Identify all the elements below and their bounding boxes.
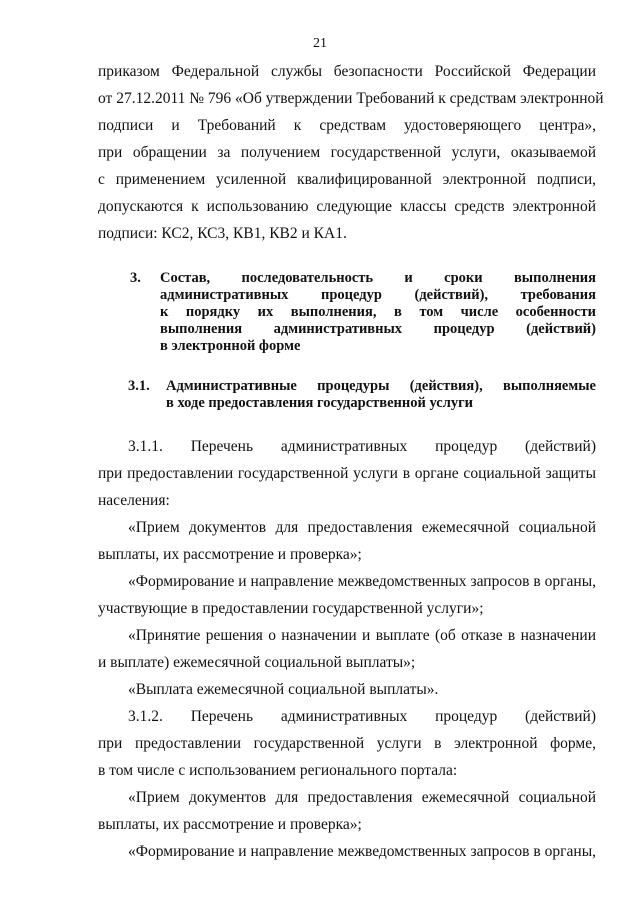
subsection-title-line: в ходе предоставления государственной услуги — [166, 395, 474, 411]
text-line: при предоставлении государственной услуги в электронной форме, — [98, 735, 596, 752]
text-line: от 27.12.2011 № 796 «Об утверждении Требований к средствам электронной — [98, 90, 604, 107]
text-line: населения: — [98, 492, 170, 509]
list-item-line: и выплате) ежемесячной социальной выплаты»; — [98, 654, 416, 671]
text-line: допускаются к использованию следующие классы средств электронной — [98, 198, 596, 215]
text-line: 3.1.2. Перечень административных процедур (действий) — [128, 708, 596, 725]
list-item-line: «Формирование и направление межведомственных запросов в органы, — [128, 573, 596, 590]
section-title-line: Состав, последовательность и сроки выполнения — [160, 270, 596, 286]
list-item-line: участвующие в предоставлении государственной услуги»; — [98, 600, 484, 617]
text-line: 3.1.1. Перечень административных процедур (действий) — [128, 438, 596, 455]
section-title-line: к порядку их выполнения, в том числе особенности — [160, 304, 596, 320]
text-line: при предоставлении государственной услуги в органе социальной защиты — [98, 465, 596, 482]
subsection-title-line: Административные процедуры (действия), выполняемые — [166, 378, 596, 394]
page-number: 21 — [313, 36, 327, 51]
list-item-line: «Принятие решения о назначении и выплате (об отказе в назначении — [128, 627, 596, 644]
section-title-line: административных процедур (действий), требования — [160, 287, 596, 303]
text-line: с применением усиленной квалифицированной электронной подписи, — [98, 171, 596, 188]
text-line: приказом Федеральной службы безопасности Российской Федерации — [98, 63, 596, 80]
list-item-line: «Прием документов для предоставления ежемесячной социальной — [128, 789, 596, 806]
list-item-line: «Прием документов для предоставления ежемесячной социальной — [128, 519, 596, 536]
section-title-line: в электронной форме — [160, 338, 301, 354]
list-item-line: выплаты, их рассмотрение и проверка»; — [98, 546, 362, 563]
list-item-line: «Формирование и направление межведомственных запросов в органы, — [128, 843, 596, 860]
text-line: подписи: КС2, КС3, КВ1, КВ2 и КА1. — [98, 225, 347, 242]
text-line: в том числе с использованием регионального портала: — [98, 762, 458, 779]
text-line: подписи и Требований к средствам удостоверяющего центра», — [98, 117, 596, 134]
list-item-line: «Выплата ежемесячной социальной выплаты». — [128, 681, 439, 698]
section-title-line: выполнения административных процедур (действий) — [160, 321, 596, 337]
text-line: при обращении за получением государственной услуги, оказываемой — [98, 144, 596, 161]
section-number: 3. — [130, 270, 141, 286]
list-item-line: выплаты, их рассмотрение и проверка»; — [98, 816, 362, 833]
subsection-number: 3.1. — [128, 378, 150, 394]
